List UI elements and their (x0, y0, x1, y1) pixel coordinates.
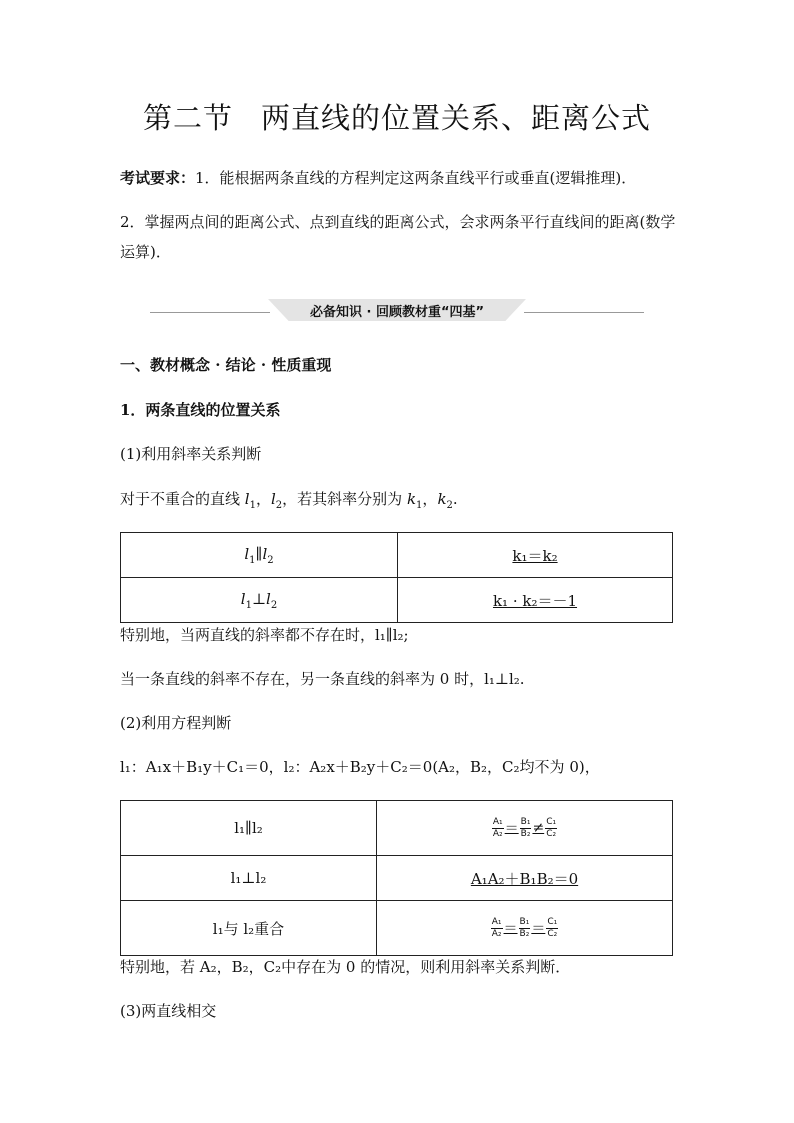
intro-slope: 对于不重合的直线 $l_1$，$l_2$，若其斜率分别为 $k_1$，$k_2$. (120, 490, 458, 511)
table-cell-condition: $l_1\parallel l_2$ (121, 533, 398, 578)
requirements-label: 考试要求： (120, 169, 196, 187)
table-cell-condition: $l_1\perp l_2$ (121, 578, 398, 623)
method-slope: (1)利用斜率关系判断 (120, 445, 262, 463)
method-equation: (2)利用方程判断 (120, 714, 232, 732)
banner-text: 必备知识 · 回顾教材重“四基” (309, 305, 485, 320)
table-cell-value: $\frac{\text{A₁}}{\text{A₂}}$ ＝ $\frac{\text{B₁}}{\text{B₂}}$ ＝ $\frac{\text{C₁}}{\text{C₂}}$ (377, 901, 673, 956)
table-row (121, 901, 673, 956)
table-cell-condition: l₁与 l₂重合 (121, 901, 377, 956)
table-row (121, 856, 673, 901)
table-cell-value: k₁ · k₂＝－1 (398, 578, 673, 623)
table-cell-value: A₁A₂＋B₁B₂＝0 (377, 856, 673, 901)
table-cell-condition: l₁∥l₂ (121, 801, 377, 856)
equation-relation-table (120, 800, 673, 956)
title-topic: 两直线的位置关系、距离公式 (261, 101, 652, 135)
table-cell-value: k₁＝k₂ (398, 533, 673, 578)
table-row (121, 578, 673, 623)
table-cell-value: $\frac{\text{A₁}}{\text{A₂}}$ ＝ $\frac{\text{B₁}}{\text{B₂}}$ ≠ $\frac{\text{C₁}}{\text{C₂}}$ (377, 801, 673, 856)
table-cell-condition: l₁⊥l₂ (121, 856, 377, 901)
table-row (121, 801, 673, 856)
table-row (121, 533, 673, 578)
line-equations: l₁：A₁x＋B₁y＋C₁＝0，l₂：A₂x＋B₂y＋C₂＝0(A₂，B₂，C₂均不为 0)， (120, 758, 600, 776)
section-banner (150, 296, 644, 326)
special-case-perpendicular: 当一条直线的斜率不存在，另一条直线的斜率为 0 时，l₁⊥l₂. (120, 670, 525, 688)
method-intersection: (3)两直线相交 (120, 1002, 217, 1020)
special-case-zero-coefficient: 特别地，若 A₂，B₂，C₂中存在为 0 的情况，则利用斜率关系判断． (120, 958, 571, 976)
page-title (0, 96, 794, 137)
subheading-positional-relation: 1．两条直线的位置关系 (120, 401, 281, 419)
requirements-line-1: 考试要求：1．能根据两条直线的方程判定这两条直线平行或垂直(逻辑推理)． (120, 169, 637, 187)
requirements-line-2: 2．掌握两点间的距离公式、点到直线的距离公式，会求两条平行直线间的距离(数学运算)． (120, 213, 676, 261)
title-section: 第二节 (142, 101, 233, 135)
special-case-parallel: 特别地，当两直线的斜率都不存在时，l₁∥l₂; (120, 626, 409, 644)
section-heading: 一、教材概念 · 结论 · 性质重现 (120, 356, 332, 374)
slope-relation-table (120, 532, 673, 623)
